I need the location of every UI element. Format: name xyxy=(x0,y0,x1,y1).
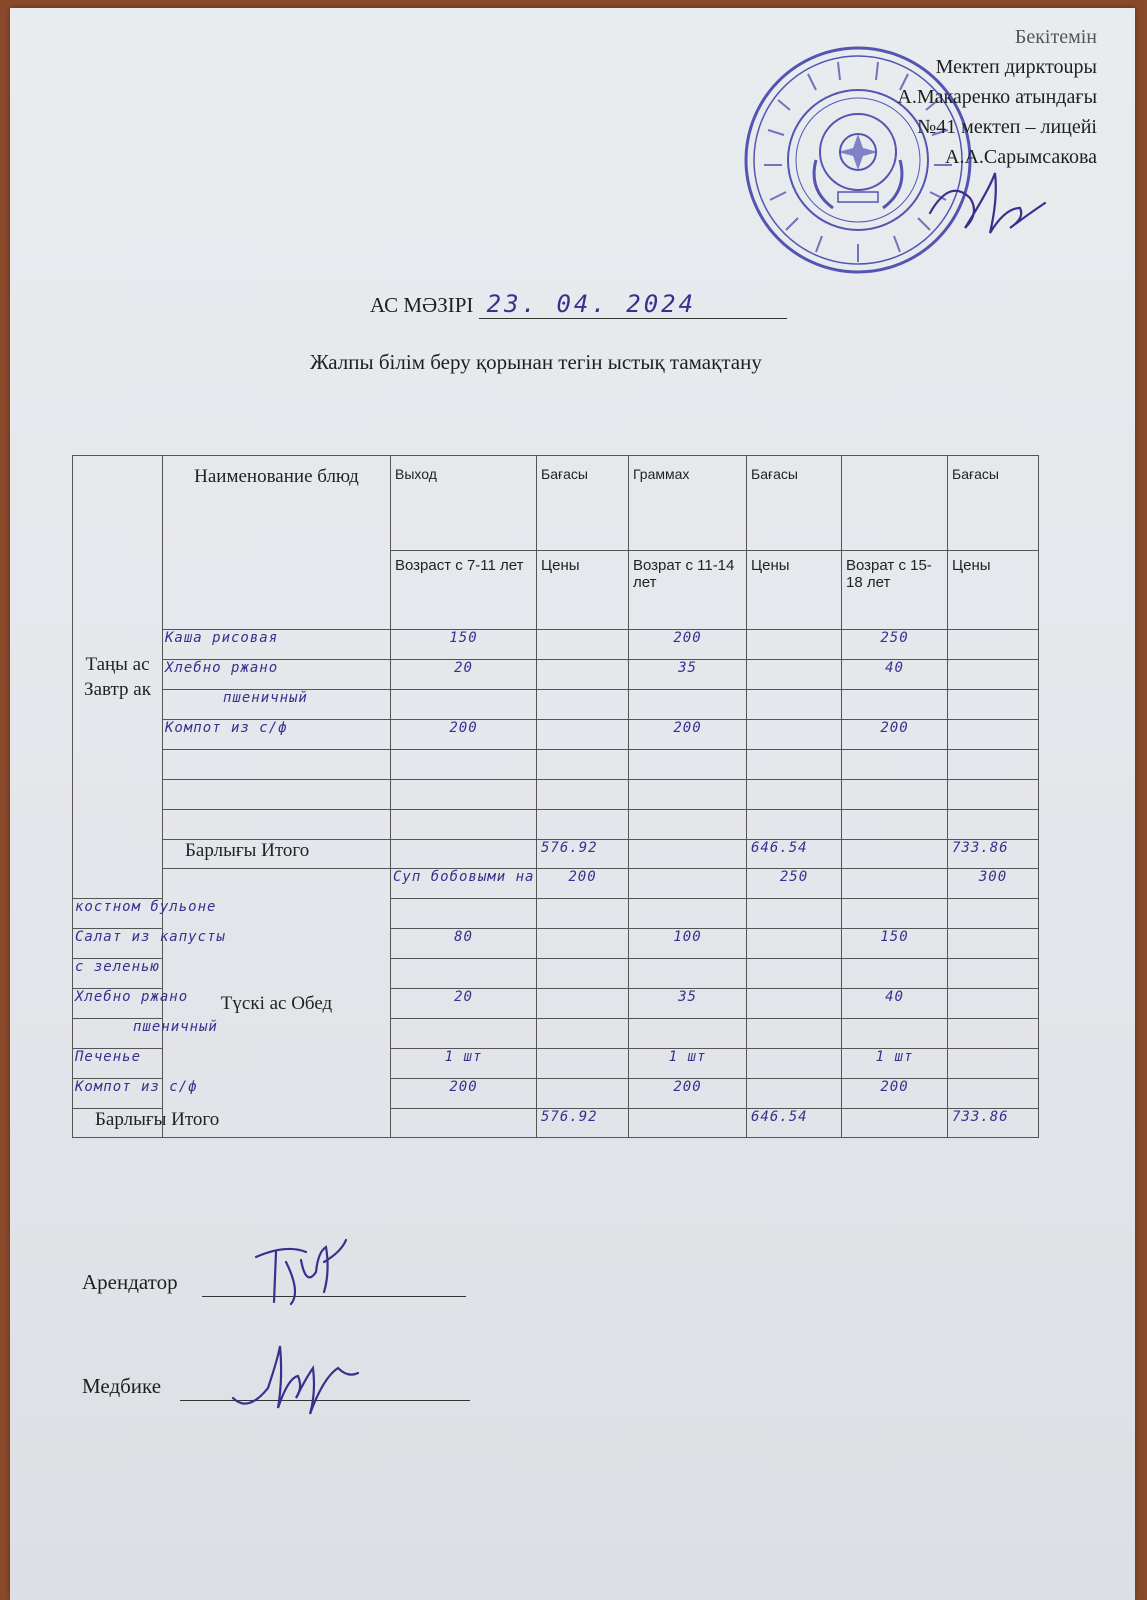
dish-name: с зеленью xyxy=(73,959,163,989)
dish-name xyxy=(163,750,391,780)
qty-15-18 xyxy=(842,1019,948,1049)
qty-15-18: 40 xyxy=(842,660,948,690)
qty-15-18: 200 xyxy=(842,720,948,750)
qty-15-18: 150 xyxy=(842,929,948,959)
qty-11-14: 200 xyxy=(629,1079,747,1109)
total-label: Барлығы Итого xyxy=(163,840,391,869)
dish-name: пшеничный xyxy=(73,1019,163,1049)
qty-11-14: 250 xyxy=(747,869,842,899)
qty-7-11: 200 xyxy=(391,1079,537,1109)
table-row xyxy=(73,810,1039,840)
header-c4: Бағасы xyxy=(747,456,842,551)
total-price-7-11: 576.92 xyxy=(537,840,629,869)
qty-15-18: 1 шт xyxy=(842,1049,948,1079)
document-subtitle: Жалпы білім беру қорынан тегін ыстық тамақтану xyxy=(310,350,762,374)
table-row xyxy=(73,660,1039,690)
tenant-signature-icon xyxy=(246,1232,356,1312)
qty-7-11: 80 xyxy=(391,929,537,959)
qty-7-11 xyxy=(391,810,537,840)
total-price-15-18: 733.86 xyxy=(948,1109,1039,1138)
qty-7-11 xyxy=(391,899,537,929)
approval-line-1: Мектеп дирктоuры xyxy=(935,56,1097,78)
qty-15-18 xyxy=(842,780,948,810)
header-c1: Выход xyxy=(391,456,537,551)
qty-7-11: 200 xyxy=(537,869,629,899)
table-header-row xyxy=(73,456,1039,551)
dish-name: пшеничный xyxy=(163,690,391,720)
qty-11-14 xyxy=(629,959,747,989)
document-title xyxy=(370,290,787,319)
qty-7-11 xyxy=(391,1019,537,1049)
nurse-label: Медбике xyxy=(82,1374,162,1398)
dish-name: Компот из с/ф xyxy=(163,720,391,750)
qty-7-11 xyxy=(391,780,537,810)
dish-name xyxy=(163,780,391,810)
qty-11-14: 200 xyxy=(629,720,747,750)
header-c5 xyxy=(842,456,948,551)
title-label: АС МӘЗІРІ xyxy=(370,293,474,317)
approval-line-4: А.А.Сарымсакова xyxy=(945,146,1097,168)
qty-7-11: 20 xyxy=(391,660,537,690)
qty-11-14: 35 xyxy=(629,660,747,690)
qty-7-11 xyxy=(391,750,537,780)
subheader-c3: Возрат с 11-14 лет xyxy=(629,551,747,630)
header-c6: Бағасы xyxy=(948,456,1039,551)
menu-table xyxy=(72,455,1039,1138)
table-row xyxy=(73,750,1039,780)
qty-15-18 xyxy=(842,750,948,780)
approval-line-0: Бекітемін xyxy=(1014,26,1097,48)
breakfast-total-row xyxy=(73,840,1039,869)
header-dish-name: Наименование блюд xyxy=(163,456,391,630)
qty-15-18: 40 xyxy=(842,989,948,1019)
dish-name xyxy=(163,810,391,840)
qty-11-14 xyxy=(629,780,747,810)
lunch-meal-label: Түскі ас Обед xyxy=(163,869,391,1138)
qty-7-11 xyxy=(391,959,537,989)
director-signature-icon xyxy=(910,158,1050,248)
qty-11-14: 35 xyxy=(629,989,747,1019)
total-price-11-14: 646.54 xyxy=(747,1109,842,1138)
tenant-label: Арендатор xyxy=(82,1270,178,1294)
approval-line-3: №41 мектеп – лицейі xyxy=(917,116,1097,138)
qty-11-14 xyxy=(629,750,747,780)
qty-15-18: 200 xyxy=(842,1079,948,1109)
table-row xyxy=(73,690,1039,720)
subheader-c1: Возраст с 7-11 лет xyxy=(391,551,537,630)
qty-11-14 xyxy=(629,1019,747,1049)
dish-name: Каша рисовая xyxy=(163,630,391,660)
subheader-c2: Цены xyxy=(537,551,629,630)
qty-15-18 xyxy=(842,690,948,720)
dish-name: Суп бобовыми на xyxy=(391,869,537,899)
dish-name: Печенье xyxy=(73,1049,163,1079)
qty-15-18 xyxy=(842,899,948,929)
qty-7-11: 150 xyxy=(391,630,537,660)
dish-name: костном бульоне xyxy=(73,899,163,929)
document-page xyxy=(10,8,1135,1600)
nurse-signature-icon xyxy=(228,1338,368,1418)
breakfast-meal-label: Таңы ас Завтр ак xyxy=(73,456,163,899)
dish-name: Салат из капусты xyxy=(73,929,163,959)
qty-11-14 xyxy=(629,899,747,929)
dish-name: Хлебно ржано xyxy=(163,660,391,690)
qty-11-14 xyxy=(629,810,747,840)
table-row xyxy=(73,630,1039,660)
approval-line-2: А.Макаренко атындағы xyxy=(897,86,1097,108)
qty-15-18: 300 xyxy=(948,869,1039,899)
qty-7-11: 200 xyxy=(391,720,537,750)
total-price-15-18: 733.86 xyxy=(948,840,1039,869)
qty-11-14: 200 xyxy=(629,630,747,660)
qty-7-11 xyxy=(391,690,537,720)
total-price-11-14: 646.54 xyxy=(747,840,842,869)
table-row xyxy=(73,780,1039,810)
qty-11-14: 1 шт xyxy=(629,1049,747,1079)
total-price-7-11: 576.92 xyxy=(537,1109,629,1138)
dish-name: Компот из с/ф xyxy=(73,1079,163,1109)
dish-name: Хлебно ржано xyxy=(73,989,163,1019)
qty-7-11: 1 шт xyxy=(391,1049,537,1079)
subheader-c6: Цены xyxy=(948,551,1039,630)
qty-15-18 xyxy=(842,959,948,989)
subheader-c5: Возрат с 15-18 лет xyxy=(842,551,948,630)
table-row xyxy=(73,869,1039,899)
qty-15-18 xyxy=(842,810,948,840)
qty-11-14 xyxy=(629,690,747,720)
table-row xyxy=(73,720,1039,750)
subheader-c4: Цены xyxy=(747,551,842,630)
header-c3: Граммах xyxy=(629,456,747,551)
qty-11-14: 100 xyxy=(629,929,747,959)
title-date: 23. 04. 2024 xyxy=(479,290,787,319)
qty-15-18: 250 xyxy=(842,630,948,660)
qty-7-11: 20 xyxy=(391,989,537,1019)
approval-block xyxy=(897,22,1097,172)
total-label: Барлығы Итого xyxy=(73,1109,163,1138)
header-c2: Бағасы xyxy=(537,456,629,551)
